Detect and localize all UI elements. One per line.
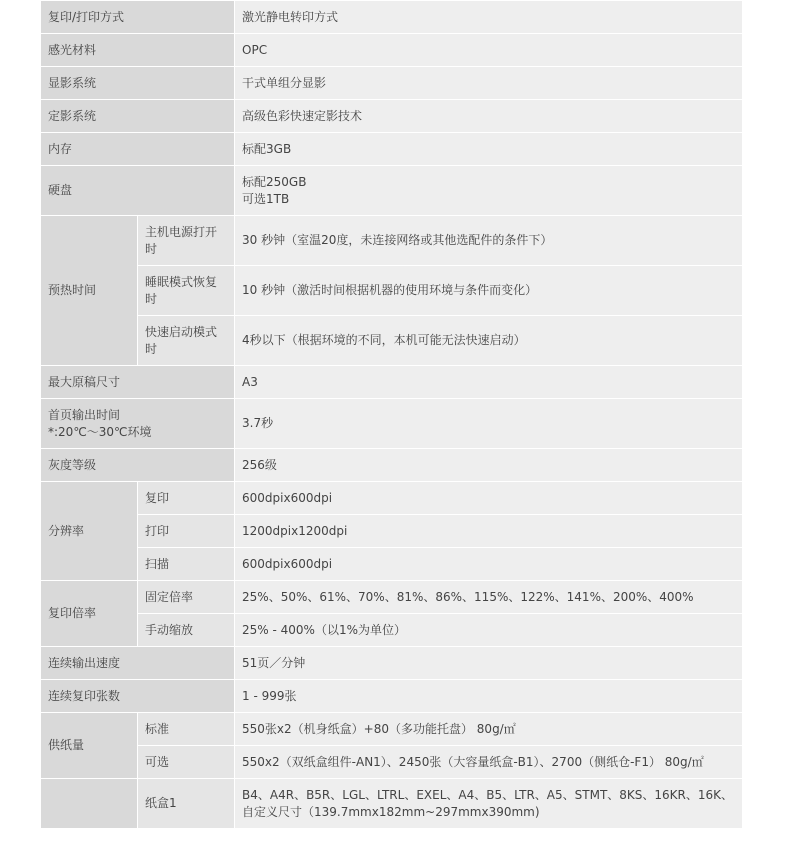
row-value: 激光静电转印方式: [235, 1, 743, 34]
table-row: [41, 647, 743, 680]
row-label: 灰度等级: [41, 449, 235, 482]
spec-table: [40, 0, 743, 829]
table-row: [41, 779, 743, 829]
group-label: 复印倍率: [41, 581, 138, 647]
table-row: [41, 366, 743, 399]
sub-label: 固定倍率: [138, 581, 235, 614]
row-label: 复印/打印方式: [41, 1, 235, 34]
sub-label: 扫描: [138, 548, 235, 581]
row-value: 3.7秒: [235, 399, 743, 449]
sub-label: 标准: [138, 713, 235, 746]
label-line: 首页输出时间: [48, 407, 121, 422]
table-row: [41, 548, 743, 581]
group-label: [41, 779, 138, 829]
row-value: [235, 166, 743, 216]
row-value: A3: [235, 366, 743, 399]
row-value: 550x2（双纸盒组件-AN1）、2450张（大容量纸盒-B1）、2700（侧纸仓-F1） 80g/㎡: [235, 746, 743, 779]
row-value: 51页／分钟: [235, 647, 743, 680]
sub-label: 可选: [138, 746, 235, 779]
sub-label: 纸盒1: [138, 779, 235, 829]
row-value: 600dpix600dpi: [235, 548, 743, 581]
row-value: 25%、50%、61%、70%、81%、86%、115%、122%、141%、200%、400%: [235, 581, 743, 614]
row-value: 30 秒钟（室温20度，未连接网络或其他选配件的条件下）: [235, 216, 743, 266]
row-value: 1 - 999张: [235, 680, 743, 713]
value-line: 自定义尺寸（139.7mmx182mm~297mmx390mm): [242, 804, 540, 819]
row-label: 定影系统: [41, 100, 235, 133]
table-row: [41, 216, 743, 266]
table-row: [41, 266, 743, 316]
sub-label: 主机电源打开时: [138, 216, 235, 266]
sub-label: 手动缩放: [138, 614, 235, 647]
group-label: 分辨率: [41, 482, 138, 581]
row-value: 10 秒钟（激活时间根据机器的使用环境与条件而变化）: [235, 266, 743, 316]
table-row: [41, 482, 743, 515]
group-label: 预热时间: [41, 216, 138, 366]
label-line: *:20℃～30℃环境: [48, 424, 152, 439]
table-row: [41, 67, 743, 100]
row-label: 连续输出速度: [41, 647, 235, 680]
row-label: [41, 399, 235, 449]
sub-label: 复印: [138, 482, 235, 515]
row-value: 25% - 400%（以1%为单位）: [235, 614, 743, 647]
table-row: [41, 746, 743, 779]
row-value: 256级: [235, 449, 743, 482]
row-value: 标配3GB: [235, 133, 743, 166]
group-label: 供纸量: [41, 713, 138, 779]
row-value: 1200dpix1200dpi: [235, 515, 743, 548]
value-line: 可选1TB: [242, 191, 290, 206]
table-row: [41, 133, 743, 166]
table-row: [41, 399, 743, 449]
table-row: [41, 166, 743, 216]
table-row: [41, 100, 743, 133]
row-value: 600dpix600dpi: [235, 482, 743, 515]
row-value: 干式单组分显影: [235, 67, 743, 100]
table-row: [41, 449, 743, 482]
table-row: [41, 713, 743, 746]
table-row: [41, 316, 743, 366]
row-label: 显影系统: [41, 67, 235, 100]
table-row: [41, 581, 743, 614]
row-value: 4秒以下（根据环境的不同，本机可能无法快速启动）: [235, 316, 743, 366]
table-row: [41, 515, 743, 548]
table-row: [41, 614, 743, 647]
row-value: 550张x2（机身纸盒）+80（多功能托盘） 80g/㎡: [235, 713, 743, 746]
spec-table-container: [40, 0, 742, 829]
row-label: 感光材料: [41, 34, 235, 67]
table-row: [41, 34, 743, 67]
row-value: OPC: [235, 34, 743, 67]
row-label: 连续复印张数: [41, 680, 235, 713]
row-value: 高级色彩快速定影技术: [235, 100, 743, 133]
value-line: 标配250GB: [242, 174, 307, 189]
value-line: B4、A4R、B5R、LGL、LTRL、EXEL、A4、B5、LTR、A5、STMT、8KS、16KR、16K、: [242, 787, 734, 802]
row-label: 内存: [41, 133, 235, 166]
row-value: [235, 779, 743, 829]
sub-label: 打印: [138, 515, 235, 548]
table-row: [41, 680, 743, 713]
table-row: [41, 1, 743, 34]
sub-label: 快速启动模式时: [138, 316, 235, 366]
row-label: 硬盘: [41, 166, 235, 216]
row-label: 最大原稿尺寸: [41, 366, 235, 399]
sub-label: 睡眠模式恢复时: [138, 266, 235, 316]
